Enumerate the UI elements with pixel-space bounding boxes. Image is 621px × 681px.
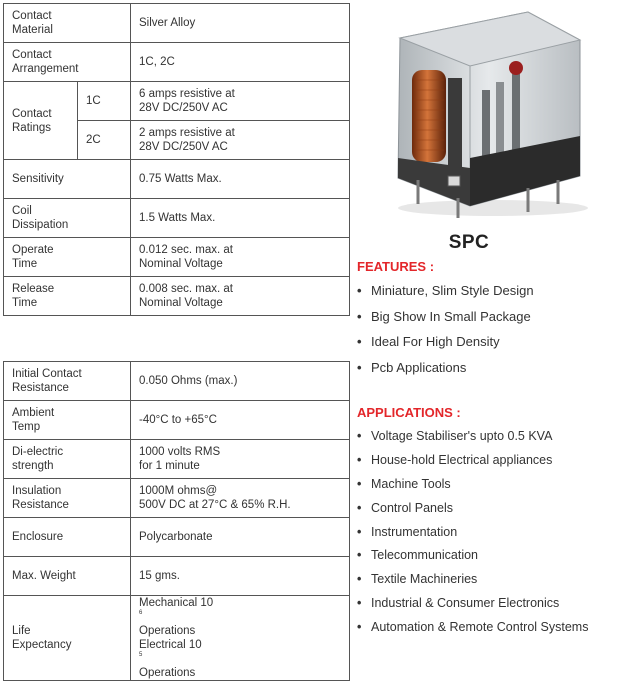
- features-heading: FEATURES :: [357, 259, 435, 274]
- bullet-icon: •: [357, 283, 362, 298]
- spec-row-contact-resistance: [4, 362, 350, 401]
- spec-value: Polycarbonate: [131, 518, 350, 557]
- bullet-icon: •: [357, 452, 362, 467]
- spec-value: Silver Alloy: [131, 4, 350, 43]
- spec-table-environmental: [3, 361, 350, 681]
- spec-value: 2 amps resistive at 28V DC/250V AC: [131, 121, 350, 160]
- spec-value: 6 amps resistive at 28V DC/250V AC: [131, 82, 350, 121]
- spec-value: 0.012 sec. max. at Nominal Voltage: [131, 238, 350, 277]
- applications-heading: APPLICATIONS :: [357, 405, 461, 420]
- spec-label: Release Time: [4, 277, 131, 316]
- spec-value: 1000 volts RMS for 1 minute: [131, 440, 350, 479]
- spec-label: Enclosure: [4, 518, 131, 557]
- bullet-icon: •: [357, 596, 362, 611]
- spec-value: 0.008 sec. max. at Nominal Voltage: [131, 277, 350, 316]
- spec-row-contact-ratings-1c: [4, 82, 350, 121]
- application-item: • House-hold Electrical appliances: [357, 452, 553, 467]
- application-item: • Telecommunication: [357, 548, 478, 563]
- spec-label: Sensitivity: [4, 160, 131, 199]
- spec-value: 1.5 Watts Max.: [131, 199, 350, 238]
- spec-sublabel: 2C: [78, 121, 131, 160]
- bullet-icon: •: [357, 572, 362, 587]
- application-item: • Voltage Stabiliser's upto 0.5 KVA: [357, 429, 553, 443]
- spec-label: Contact Ratings: [4, 82, 78, 160]
- feature-item: • Miniature, Slim Style Design: [357, 283, 534, 298]
- spec-label: Life Expectancy: [4, 596, 131, 681]
- application-item: • Textile Machineries: [357, 572, 478, 587]
- bullet-icon: •: [357, 334, 362, 349]
- spec-value: -40°C to +65°C: [131, 401, 350, 440]
- spec-label: Ambient Temp: [4, 401, 131, 440]
- spec-row-enclosure: [4, 518, 350, 557]
- spec-row-coil-dissipation: [4, 199, 350, 238]
- spec-label: Coil Dissipation: [4, 199, 131, 238]
- spec-value: Mechanical 10 $^6$ Operations Electrical 10 $^5$ Operations: [131, 596, 350, 681]
- spec-row-contact-material: [4, 4, 350, 43]
- product-model-name: SPC: [448, 232, 490, 253]
- feature-item: • Ideal For High Density: [357, 334, 500, 349]
- spec-table-electrical: [3, 3, 350, 316]
- application-item: • Instrumentation: [357, 524, 458, 539]
- features-list: [357, 283, 534, 385]
- spec-value: 0.050 Ohms (max.): [131, 362, 350, 401]
- spec-label: Insulation Resistance: [4, 479, 131, 518]
- bullet-icon: •: [357, 476, 362, 491]
- applications-list: [357, 429, 588, 644]
- bullet-icon: •: [357, 548, 362, 563]
- spec-label: Contact Arrangement: [4, 43, 131, 82]
- spec-row-insulation-resistance: [4, 479, 350, 518]
- spec-row-max-weight: [4, 557, 350, 596]
- bullet-icon: •: [357, 429, 362, 443]
- spec-row-release-time: [4, 277, 350, 316]
- spec-row-life-expectancy: [4, 596, 350, 681]
- spec-row-contact-arrangement: [4, 43, 350, 82]
- bullet-icon: •: [357, 524, 362, 539]
- spec-label: Initial Contact Resistance: [4, 362, 131, 401]
- bullet-icon: •: [357, 308, 362, 324]
- feature-item: • Pcb Applications: [357, 359, 467, 375]
- relay-product-photo: [378, 8, 602, 220]
- spec-label: Di-electric strength: [4, 440, 131, 479]
- spec-label: Contact Material: [4, 4, 131, 43]
- application-item: • Control Panels: [357, 500, 453, 515]
- spec-row-dielectric-strength: [4, 440, 350, 479]
- spec-value: 1000M ohms@ 500V DC at 27°C & 65% R.H.: [131, 479, 350, 518]
- spec-sublabel: 1C: [78, 82, 131, 121]
- spec-value: 1C, 2C: [131, 43, 350, 82]
- feature-item: • Big Show In Small Package: [357, 308, 531, 324]
- spec-row-operate-time: [4, 238, 350, 277]
- spec-value: 0.75 Watts Max.: [131, 160, 350, 199]
- application-item: • Automation & Remote Control Systems: [357, 620, 589, 635]
- spec-label: Operate Time: [4, 238, 131, 277]
- spec-label: Max. Weight: [4, 557, 131, 596]
- bullet-icon: •: [357, 500, 362, 515]
- spec-row-sensitivity: [4, 160, 350, 199]
- spec-value: 15 gms.: [131, 557, 350, 596]
- application-item: • Machine Tools: [357, 476, 451, 491]
- spec-row-ambient-temp: [4, 401, 350, 440]
- application-item: • Industrial & Consumer Electronics: [357, 596, 560, 611]
- bullet-icon: •: [357, 359, 362, 375]
- bullet-icon: •: [357, 620, 362, 635]
